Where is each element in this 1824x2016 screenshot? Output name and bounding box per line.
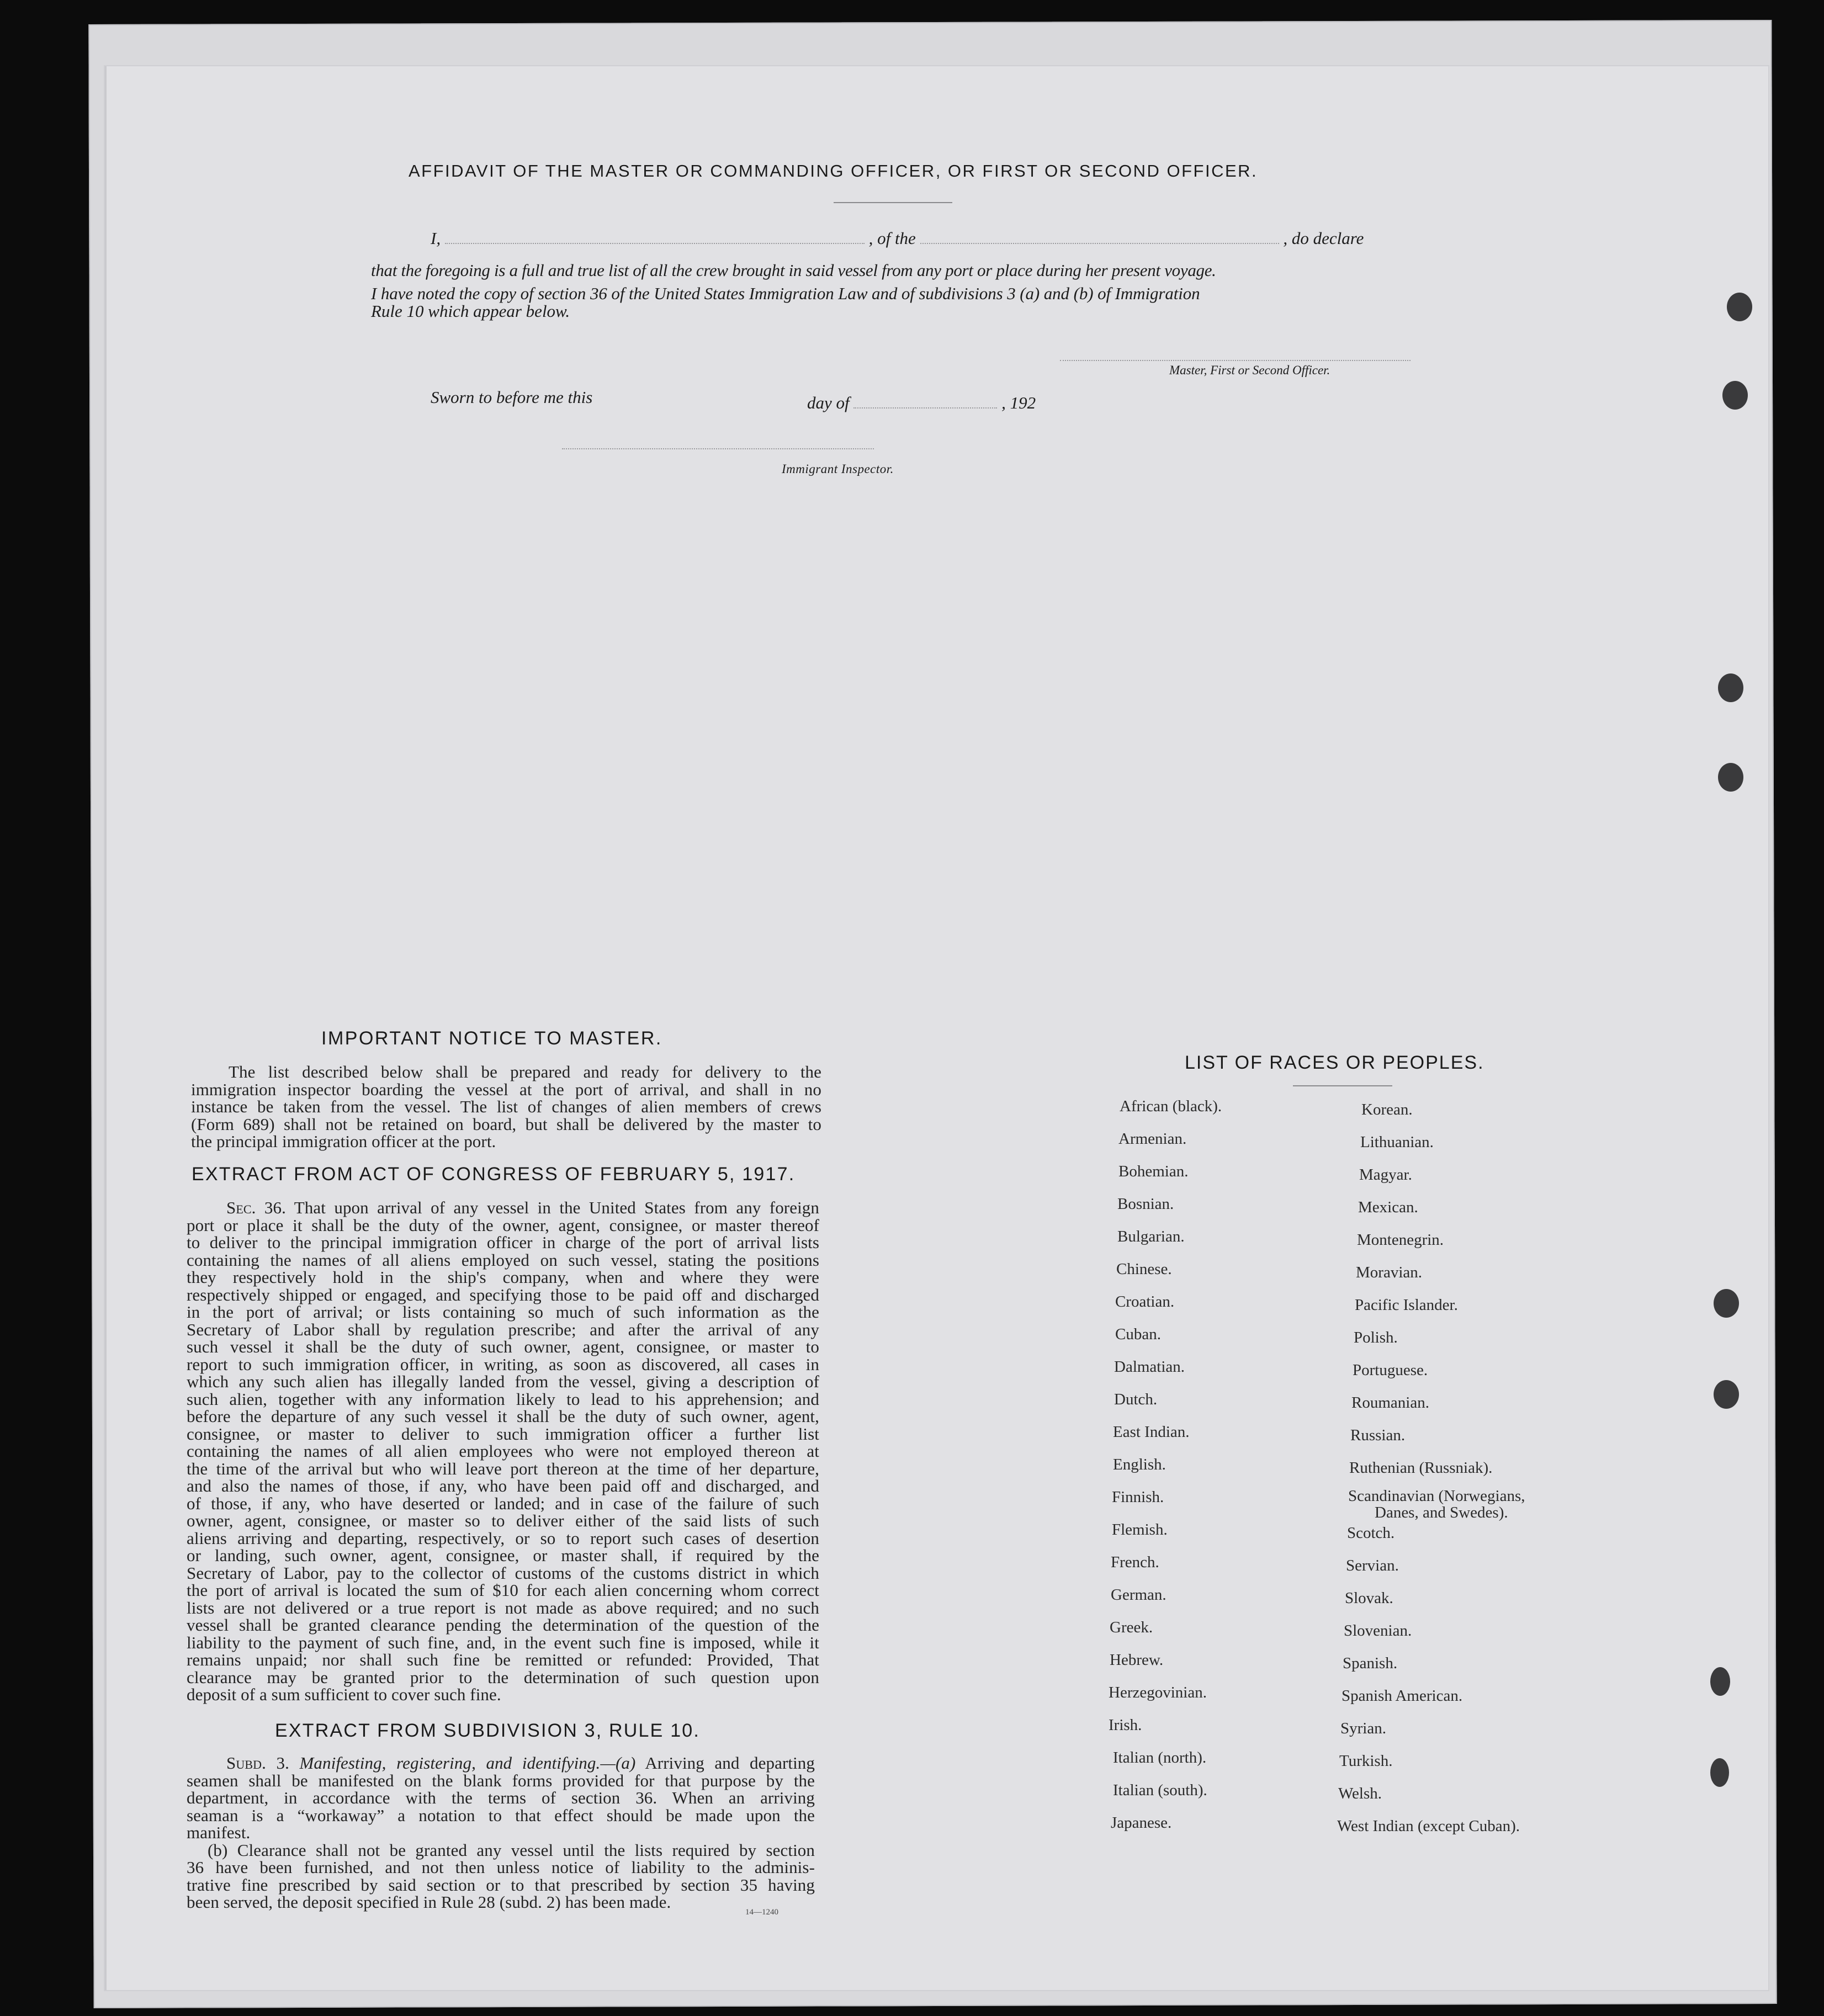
race-item: Bulgarian. — [1117, 1228, 1185, 1245]
race-item: Croatian. — [1115, 1293, 1175, 1311]
race-item: Cuban. — [1115, 1325, 1161, 1343]
race-item: Italian (north). — [1113, 1749, 1207, 1766]
race-item: French. — [1111, 1553, 1159, 1571]
act-line: consignee, or master to deliver to such immigration officer a further list — [187, 1424, 819, 1444]
act-line: containing the names of all alien employees who were not employed thereon at — [187, 1441, 819, 1461]
race-item: Ruthenian (Russniak). — [1349, 1459, 1493, 1477]
race-item: Spanish. — [1343, 1654, 1398, 1672]
act-line: or landing, such owner, agent, consignee, or master shall, if required by the — [187, 1546, 819, 1565]
race-item: Dutch. — [1114, 1391, 1158, 1408]
race-item: Mexican. — [1358, 1198, 1418, 1216]
notice-line: the principal immigration officer at the port. — [191, 1132, 496, 1151]
declaration-line-3: I have noted the copy of section 36 of the United States Immigration Law and of subdivisions 3 (a) and (b) of Immigration — [371, 284, 1200, 303]
binder-hole — [1718, 763, 1743, 792]
race-item: East Indian. — [1113, 1423, 1190, 1441]
act-line: the time of the arrival but who will leave port thereon at the time of her departure, — [187, 1458, 819, 1478]
extract-act-title: EXTRACT FROM ACT OF CONGRESS OF FEBRUARY 5, 1917. — [192, 1164, 796, 1185]
race-item: English. — [1113, 1456, 1166, 1473]
race-item: Moravian. — [1356, 1264, 1422, 1281]
rule-first-line — [187, 1754, 815, 1772]
act-line: remains unpaid; nor shall such fine be remitted or refunded: Provided, That — [187, 1650, 819, 1669]
act-line: vessel shall be granted clearance pending the determination of the question of the — [187, 1615, 819, 1635]
signature-label: Master, First or Second Officer. — [1169, 363, 1330, 377]
act-line: which any such alien has illegally landed from the vessel, giving a description of — [187, 1372, 819, 1391]
act-line: owner, agent, consignee, or master so to deliver either of the said lists of such — [187, 1511, 819, 1530]
day-of-label: day of — [807, 393, 850, 412]
races-title: LIST OF RACES OR PEOPLES. — [1185, 1052, 1484, 1073]
race-item: Syrian. — [1340, 1720, 1386, 1737]
notice-line: instance be taken from the vessel. The list of changes of alien members of crews — [191, 1097, 821, 1116]
race-item: West Indian (except Cuban). — [1337, 1817, 1520, 1835]
month-field[interactable] — [853, 392, 997, 408]
binder-hole — [1718, 673, 1743, 702]
race-item: Korean. — [1361, 1101, 1413, 1118]
extract-rule-body — [187, 1754, 815, 1911]
binder-hole — [1727, 293, 1752, 321]
rule-line: been served, the deposit specified in Rule 28 (subd. 2) has been made. — [187, 1892, 671, 1912]
race-item: Bohemian. — [1118, 1163, 1189, 1180]
rule-line: Arriving and departing — [645, 1753, 815, 1773]
race-item: Turkish. — [1339, 1752, 1393, 1770]
race-item: Finnish. — [1112, 1488, 1164, 1506]
race-item: Greek. — [1110, 1619, 1153, 1636]
declaration-line-1 — [431, 227, 1364, 248]
act-line: deposit of a sum sufficient to cover such fine. — [187, 1685, 501, 1704]
notice-line: immigration inspector boarding the vessel at the port of arrival, and shall in no — [191, 1079, 821, 1099]
act-line: lists are not delivered or a true report is not made as above required; and no such — [187, 1598, 819, 1617]
race-item: Scotch. — [1347, 1524, 1395, 1542]
race-item: Spanish American. — [1342, 1687, 1463, 1705]
race-item: Welsh. — [1338, 1785, 1382, 1802]
act-line: the port of arrival is located the sum of $10 for each alien concerning whom correct — [187, 1580, 819, 1600]
extract-act-body — [187, 1199, 819, 1704]
notice-title: IMPORTANT NOTICE TO MASTER. — [321, 1028, 662, 1049]
race-item: Pacific Islander. — [1355, 1296, 1458, 1314]
declarant-prefix: I, — [431, 229, 441, 248]
race-item: Montenegrin. — [1357, 1231, 1444, 1249]
race-item: African (black). — [1120, 1097, 1222, 1115]
binder-hole — [1710, 1667, 1730, 1696]
binder-hole — [1722, 381, 1748, 410]
act-line: clearance may be granted prior to the determination of such question upon — [187, 1667, 819, 1687]
race-item: Dalmatian. — [1114, 1358, 1185, 1376]
subdivision-heading: Manifesting, registering, and identifying.—(a) — [299, 1753, 636, 1773]
act-line: before the departure of any such vessel it shall be the duty of such owner, agent, — [187, 1407, 819, 1426]
affidavit-title: AFFIDAVIT OF THE MASTER OR COMMANDING OFFICER, OR FIRST OR SECOND OFFICER. — [409, 161, 1258, 181]
rule-line: seaman is a “workaway” a notation to that effect should be made upon the — [187, 1805, 815, 1825]
signature-field[interactable] — [1060, 359, 1411, 361]
rule-line: manifest. — [187, 1823, 251, 1842]
races-divider — [1293, 1085, 1392, 1086]
act-line: Secretary of Labor shall by regulation prescribe; and after the arrival of any — [187, 1319, 819, 1339]
title-divider — [834, 202, 952, 203]
race-item-continuation: Danes, and Swedes). — [1375, 1504, 1508, 1521]
binder-hole — [1710, 1758, 1729, 1787]
act-line: Secretary of Labor, pay to the collector of customs of the customs district in which — [187, 1563, 819, 1583]
sworn-line — [431, 388, 592, 407]
extract-rule-title: EXTRACT FROM SUBDIVISION 3, RULE 10. — [275, 1720, 701, 1741]
rule-line: (b) Clearance shall not be granted any vessel until the lists required by section — [208, 1840, 815, 1860]
notice-line: The list described below shall be prepared and ready for delivery to the — [229, 1062, 821, 1081]
declaration-line-4: Rule 10 which appear below. — [371, 301, 570, 321]
subdivision-label: Subd. 3. — [226, 1753, 289, 1773]
declare-text: , do declare — [1283, 229, 1364, 248]
binder-hole — [1714, 1289, 1739, 1318]
act-line: such vessel it shall be the duty of such owner, agent, consignee, or master to — [187, 1337, 819, 1356]
race-item: Portuguese. — [1353, 1361, 1428, 1379]
race-item: Scandinavian (Norwegians, — [1348, 1487, 1525, 1505]
year-label: , 192 — [1001, 393, 1036, 412]
inspector-label: Immigrant Inspector. — [782, 462, 894, 476]
race-item: Lithuanian. — [1360, 1133, 1434, 1151]
act-line: respectively shipped or engaged, and specifying those to be paid off and discharged — [187, 1285, 819, 1304]
act-first-line — [187, 1199, 819, 1217]
section-label: Sec. 36. — [226, 1198, 286, 1217]
form-code: 14—1240 — [745, 1908, 778, 1917]
race-item: Chinese. — [1116, 1260, 1172, 1278]
race-item: Irish. — [1109, 1716, 1142, 1734]
act-line: liability to the payment of such fine, and, in the event such fine is imposed, while it — [187, 1632, 819, 1652]
race-item: German. — [1111, 1586, 1166, 1604]
act-line: and also the names of those, if any, who have been paid off and discharged, and — [187, 1476, 819, 1495]
race-item: Armenian. — [1118, 1130, 1187, 1148]
act-line: port or place it shall be the duty of the owner, agent, consignee, or master thereof — [187, 1215, 819, 1235]
race-item: Polish. — [1354, 1329, 1398, 1346]
act-line: in the port of arrival; or lists containing so much of such information as the — [187, 1302, 819, 1322]
declaration-line-2: that the foregoing is a full and true list of all the crew brought in said vessel from any port or place during her present voyage. — [371, 261, 1216, 280]
race-item: Hebrew. — [1110, 1651, 1164, 1669]
act-line: That upon arrival of any vessel in the United States from any foreign — [294, 1198, 819, 1217]
act-line: of those, if any, who have deserted or landed; and in case of the failure of such — [187, 1493, 819, 1513]
notice-body — [191, 1063, 821, 1150]
race-item: Flemish. — [1112, 1521, 1168, 1538]
race-item: Roumanian. — [1351, 1394, 1429, 1412]
race-item: Japanese. — [1111, 1814, 1172, 1832]
rule-line: seamen shall be manifested on the blank forms provided for that purpose by the — [187, 1770, 815, 1790]
act-line: aliens arriving and departing, respectively, or so to report such cases of desertion — [187, 1528, 819, 1548]
declarant-name-field[interactable] — [445, 227, 865, 244]
act-line: report to such immigration officer, in writing, as soon as discovered, all cases in — [187, 1354, 819, 1374]
vessel-prefix: , of the — [868, 229, 916, 248]
race-item: Slovak. — [1345, 1589, 1393, 1607]
inspector-signature-field[interactable] — [562, 447, 874, 449]
act-line: such alien, together with any information likely to lead to his apprehension; and — [187, 1389, 819, 1409]
rule-line: 36 have been furnished, and not then unless notice of liability to the adminis- — [187, 1858, 815, 1877]
race-item: Russian. — [1350, 1426, 1406, 1444]
race-item: Herzegovinian. — [1109, 1684, 1207, 1701]
act-line: to deliver to the principal immigration officer in charge of the port of arrival lists — [187, 1233, 819, 1252]
race-item: Bosnian. — [1117, 1195, 1174, 1213]
race-item: Magyar. — [1359, 1166, 1412, 1184]
binder-hole — [1714, 1380, 1739, 1409]
act-line: they respectively hold in the ship's company, when and where they were — [187, 1267, 819, 1287]
vessel-name-field[interactable] — [920, 227, 1279, 244]
notice-line: (Form 689) shall not be retained on board, but shall be delivered by the master to — [191, 1114, 821, 1134]
race-item: Servian. — [1346, 1557, 1399, 1574]
rule-line: trative fine prescribed by said section or to that prescribed by section 35 having — [187, 1875, 815, 1895]
race-item: Slovenian. — [1344, 1622, 1412, 1640]
rule-line: department, in accordance with the terms of section 36. When an arriving — [187, 1788, 815, 1807]
day-of-line — [807, 392, 1036, 413]
race-item: Italian (south). — [1113, 1781, 1207, 1799]
act-line: containing the names of all aliens employed on such vessel, stating the positions — [187, 1250, 819, 1270]
sworn-text: Sworn to before me this — [431, 388, 593, 407]
